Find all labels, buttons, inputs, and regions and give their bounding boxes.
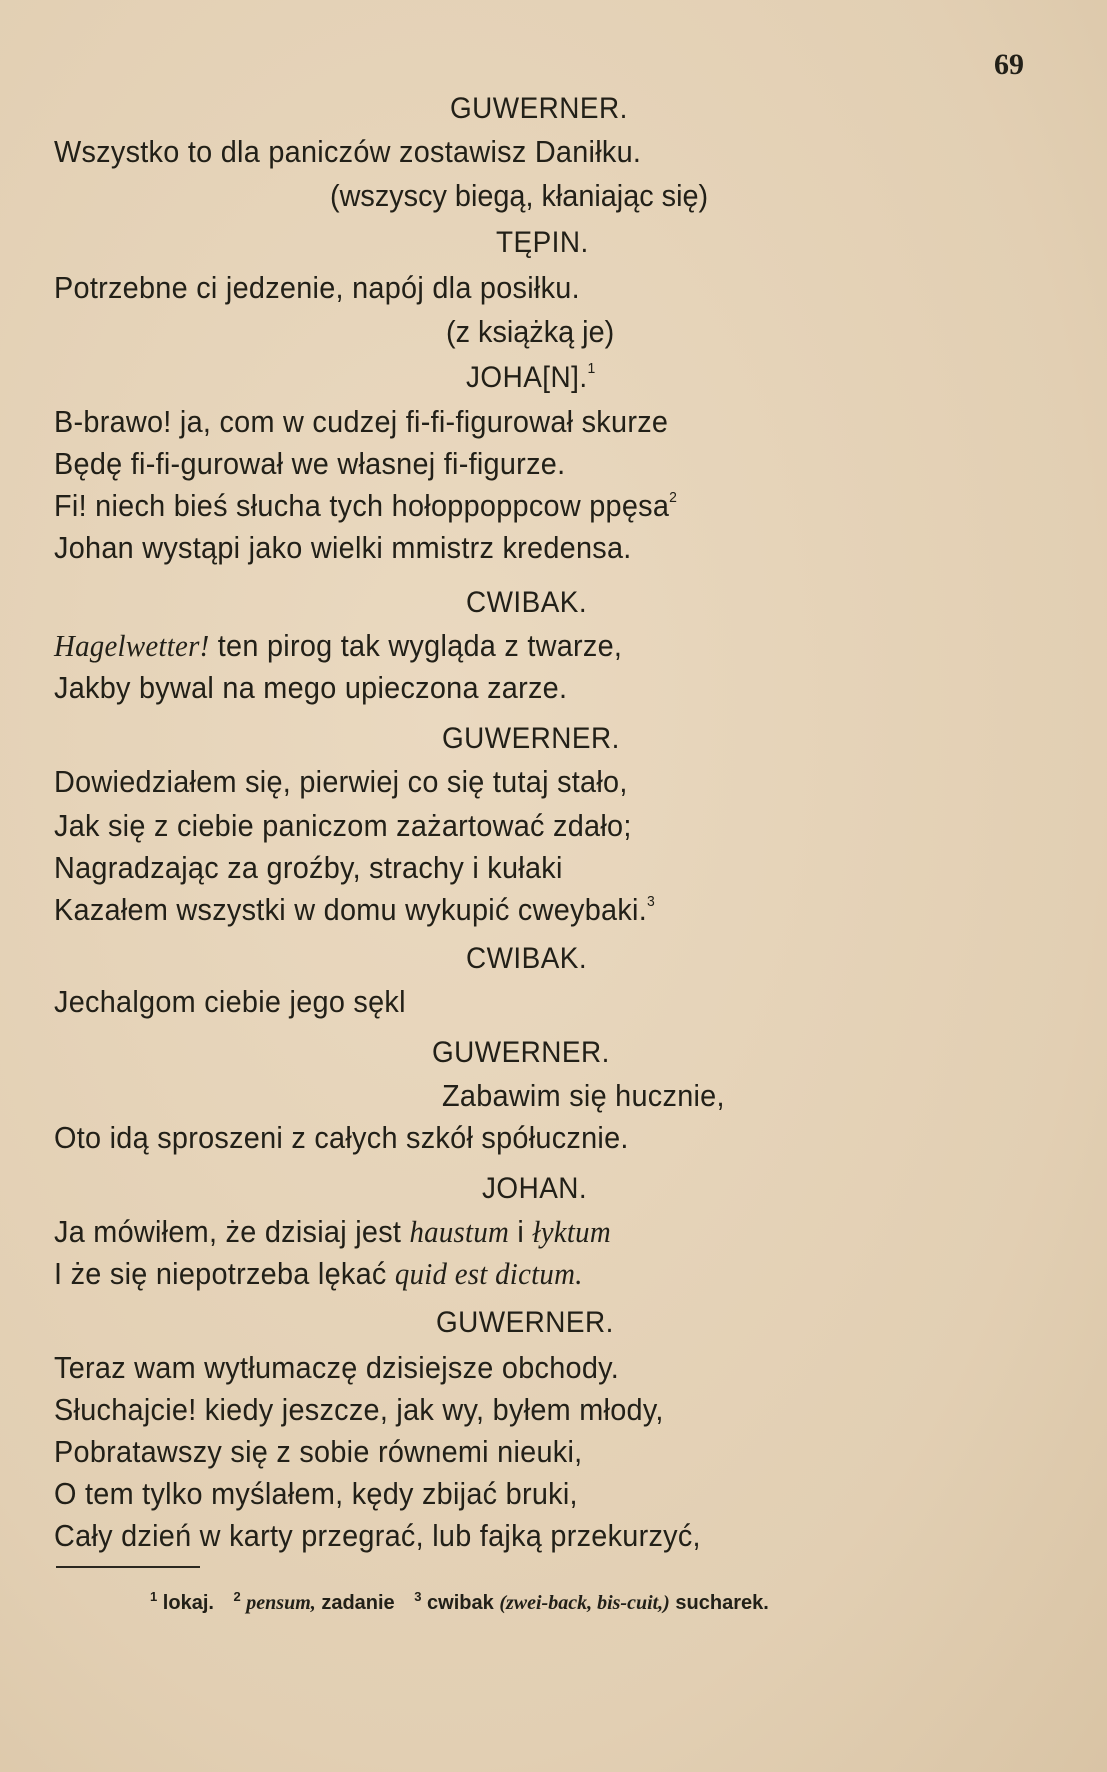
verse-line: Słuchajcie! kiedy jeszcze, jak wy, byłem młody,: [54, 1392, 664, 1427]
footnote-term: pensum,: [246, 1592, 316, 1614]
verse-text: Ja mówiłem, że dzisiaj jest: [54, 1214, 410, 1249]
page-number: 69: [994, 48, 1024, 81]
italic-term: quid est dictum.: [394, 1256, 583, 1291]
verse-line: O tem tylko myślałem, kędy zbijać bruki,: [54, 1476, 578, 1511]
verse-text: i: [509, 1214, 533, 1249]
speaker-heading: CWIBAK.: [466, 586, 588, 619]
speaker-heading: GUWERNER.: [432, 1036, 610, 1069]
verse-text: I że się niepotrzeba lękać: [54, 1256, 395, 1291]
verse-line: [54, 1256, 583, 1292]
verse-line: [54, 628, 622, 664]
speaker-heading: TĘPIN.: [496, 226, 589, 259]
italic-term: łyktum: [532, 1214, 611, 1249]
footnote-divider: [56, 1566, 200, 1568]
verse-line: Oto idą sproszeni z całych szkół spółucznie.: [54, 1120, 629, 1155]
footnote-1: [150, 1589, 214, 1614]
footnote-mark: 3: [647, 893, 656, 910]
verse-line: Jechalgom ciebie jego sękl: [54, 984, 406, 1019]
verse-line: Będę fi-fi-gurował we własnej fi-figurze.: [54, 446, 566, 481]
footnote-mark: 2: [669, 489, 678, 506]
footnote-number: 3: [414, 1589, 422, 1604]
footnote-term: (zwei-back, bis-cuit,): [499, 1592, 670, 1614]
footnote-text: zadanie: [315, 1592, 395, 1614]
footnote-2: [233, 1589, 395, 1614]
footnotes: [150, 1589, 783, 1615]
speaker-heading: JOHAN.: [482, 1172, 588, 1205]
stage-direction: (wszyscy biegą, kłaniając się): [330, 178, 709, 213]
verse-line: Wszystko to dla paniczów zostawisz Daniłku.: [54, 134, 642, 169]
verse-line: [54, 1214, 611, 1250]
verse-text: ten pirog tak wygląda z twarze,: [209, 628, 623, 663]
verse-text: Kazałem wszystki w domu wykupić cweybaki.: [54, 892, 648, 927]
speaker-heading: GUWERNER.: [450, 92, 628, 125]
verse-text: Fi! niech bieś słucha tych hołoppoppcow ppęsa: [54, 488, 670, 523]
speaker-name: JOHA[N].: [466, 361, 588, 394]
footnote-text: sucharek.: [669, 1592, 769, 1614]
speaker-heading: GUWERNER.: [436, 1306, 614, 1339]
verse-line: Jakby bywal na mego upieczona zarze.: [54, 670, 568, 705]
footnote-text: cwibak: [427, 1592, 500, 1614]
verse-line: B-brawo! ja, com w cudzej fi-fi-figurował skurze: [54, 404, 669, 439]
verse-line: Potrzebne ci jedzenie, napój dla posiłku.: [54, 270, 580, 305]
footnote-mark: 1: [587, 360, 596, 377]
italic-term: haustum: [409, 1214, 510, 1249]
footnote-3: [414, 1589, 769, 1614]
verse-line: Zabawim się hucznie,: [442, 1078, 725, 1113]
footnote-number: 2: [233, 1589, 241, 1604]
verse-line: Nagradzając za groźby, strachy i kułaki: [54, 850, 563, 885]
verse-line: Johan wystąpi jako wielki mmistrz kredensa.: [54, 530, 632, 565]
verse-line: Teraz wam wytłumaczę dzisiejsze obchody.: [54, 1350, 620, 1385]
verse-line: [54, 488, 677, 524]
verse-line: Dowiedziałem się, pierwiej co się tutaj stało,: [54, 764, 628, 799]
footnote-text: lokaj.: [162, 1592, 214, 1614]
verse-line: Pobratawszy się z sobie równemi nieuki,: [54, 1434, 583, 1469]
speaker-heading: GUWERNER.: [442, 722, 620, 755]
speaker-heading: [466, 360, 596, 395]
footnote-number: 1: [150, 1589, 158, 1604]
verse-line: Jak się z ciebie paniczom zażartować zdało;: [54, 808, 632, 843]
verse-line: Cały dzień w karty przegrać, lub fajką przekurzyć,: [54, 1518, 701, 1553]
italic-term: Hagelwetter!: [54, 628, 210, 663]
stage-direction: (z książką je): [446, 314, 615, 349]
speaker-heading: CWIBAK.: [466, 942, 588, 975]
verse-line: [54, 892, 655, 928]
